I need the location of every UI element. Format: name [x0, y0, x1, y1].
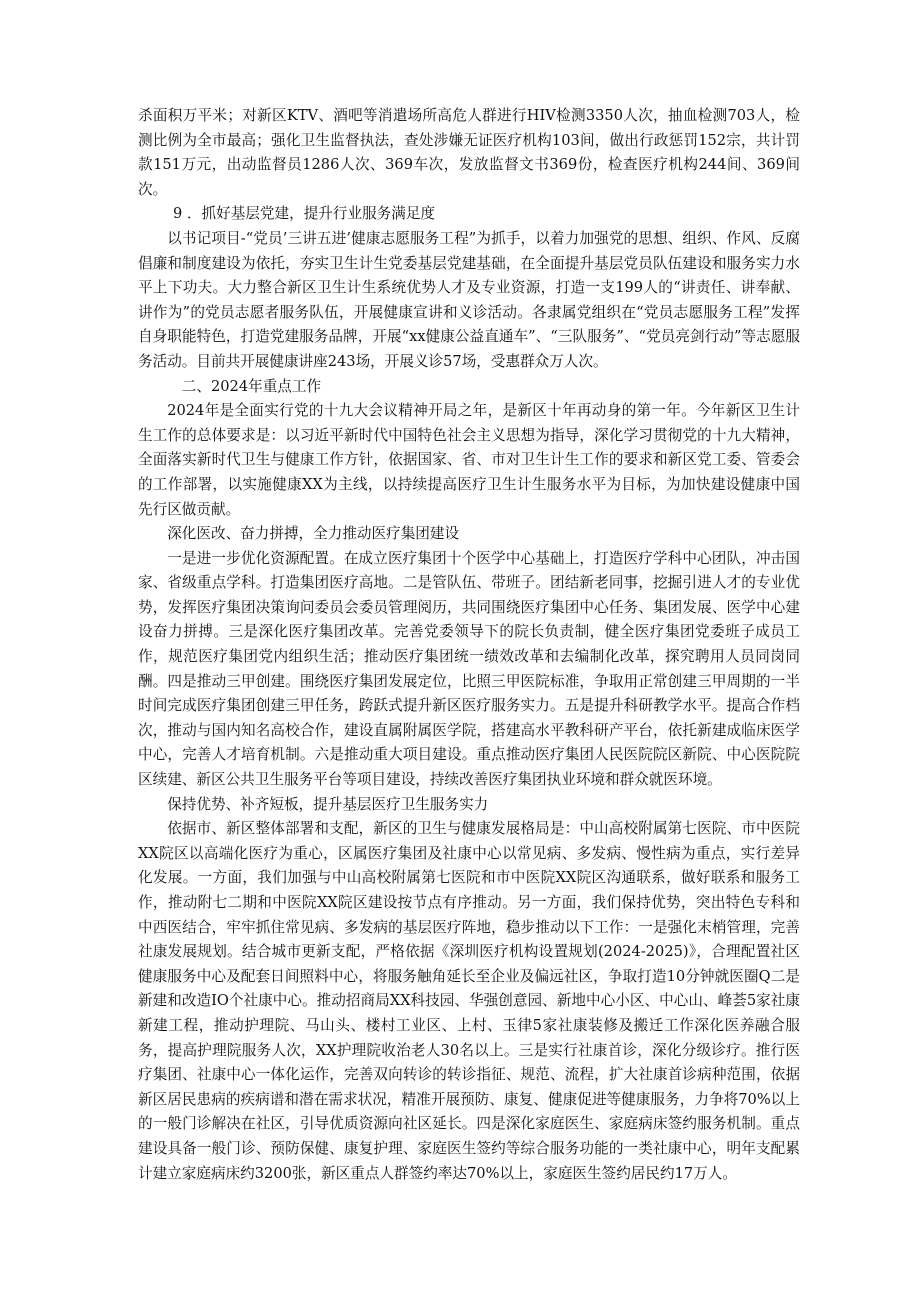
body-paragraph: 以书记项目-“党员’三讲五进’健康志愿服务工程”为抓手，以着力加强党的思想、组织、作风、反腐倡廉和制度建设为依托，夯实卫生计生党委基层党建基础，在全面提升基层党员队伍建设和服务实力水平上下功夫。大力整合新区卫生计生系统优势人才及专业资源，打造一支199人的“讲责任、讲奉献、讲作为”的党员志愿者服务队伍，开展健康宣讲和义诊活动。各隶属党组织在“党员志愿服务工程”发挥自身职能特色，打造党建服务品牌，开展“xx健康公益直通车”、“三队服务”、“党员亮剑行动”等志愿服务活动。目前共开展健康讲座243场，开展义诊57场，受惠群众万人次。 [138, 229, 800, 370]
document-page [138, 104, 800, 1186]
body-paragraph: 依据市、新区整体部署和支配，新区的卫生与健康发展格局是：中山高校附属第七医院、市中医院XX院区以高端化医疗为重心，区属医疗集团及社康中心以常见病、多发病、慢性病为重点，实行差异化发展。一方面，我们加强与中山高校附属第七医院和市中医院XX院区沟通联系，做好联系和服务工作，推动附七二期和中医院XX院区建设按节点有序推动。另一方面，我们保持优势，突出特色专科和中西医结合，牢牢抓住常见病、多发病的基层医疗阵地，稳步推动以下工作：一是强化末梢管理，完善社康发展规划。结合城市更新支配，严格依据《深圳医疗机构设置规划(2024-2025)》，合理配置社区健康服务中心及配套日间照料中心，将服务触角延长至企业及偏远社区，争取打造10分钟就医圈Q二是新建和改造IO个社康中心。推动招商局XX科技园、华强创意园、新地中心小区、中心山、峰荟5家社康新建工程，推动护理院、马山头、楼村工业区、上村、玉律5家社康装修及搬迁工作深化医养融合服务，提高护理院服务人次，XX护理院收治老人30名以上。三是实行社康首诊，深化分级诊疗。推行医疗集团、社康中心一体化运作，完善双向转诊的转诊指征、规范、流程，扩大社康首诊病种范围，依据新区居民患病的疾病谱和潜在需求状况，精准开展预防、康复、健康促进等健康服务，力争将70%以上的一般门诊解决在社区，引导优质资源向社区延长。四是深化家庭医生、家庭病床签约服务机制。重点建设具备一般门诊、预防保健、康复护理、家庭医生签约等综合服务功能的一类社康中心，明年支配累计建立家庭病床约3200张，新区重点人群签约率达70%以上，家庭医生签约居民约17万人。 [138, 820, 800, 1182]
subheading: 深化医改、奋力拼搏，全力推动医疗集团建设 [167, 525, 460, 543]
section-heading: 二、2024年重点工作 [181, 377, 322, 395]
body-paragraph: 一是进一步优化资源配置。在成立医疗集团十个医学中心基础上，打造医疗学科中心团队，冲击国家、省级重点学科。打造集团医疗高地。二是管队伍、带班子。团结新老同事，挖掘引进人才的专业优势，发挥医疗集团决策询问委员会委员管理阅历，共同围绕医疗集团中心任务、集团发展、医学中心建设奋力拼搏。三是深化医疗集团改革。完善党委领导下的院长负责制，健全医疗集团党委班子成员工作，规范医疗集团党内组织生活；推动医疗集团统一绩效改革和去编制化改革，探究聘用人员同岗同酬。四是推动三甲创建。围绕医疗集团发展定位，比照三甲医院标准，争取用正常创建三甲周期的一半时间完成医疗集团创建三甲任务，跨跃式提升新区医疗服务实力。五是提升科研教学水平。提高合作档次，推动与国内知名高校合作，建设直属附属医学院，搭建高水平教科研产平台，依托新建成临床医学中心，完善人才培育机制。六是推动重大项目建设。重点推动医疗集团人民医院院区新院、中心医院院区续建、新区公共卫生服务平台等项目建设，持续改善医疗集团执业环境和群众就医环境。 [138, 549, 800, 789]
item-heading: 9 ．抓好基层党建，提升行业服务满足度 [173, 205, 436, 223]
body-paragraph: 2024年是全面实行党的十九大会议精神开局之年，是新区十年再动身的第一年。今年新区卫生计生工作的总体要求是：以习近平新时代中国特色社会主义思想为指导，深化学习贯彻党的十九大精神，全面落实新时代卫生与健康工作方针，依据国家、省、市对卫生计生工作的要求和新区党工委、管委会的工作部署，以实施健康XX为主线，以持续提高医疗卫生计生服务水平为目标，为加快建设健康中国先行区做贡献。 [138, 402, 800, 518]
subheading: 保持优势、补齐短板，提升基层医疗卫生服务实力 [167, 795, 489, 813]
body-paragraph: 杀面积万平米；对新区KTV、酒吧等消遣场所高危人群进行HIV检测3350人次，抽血检测703人，检测比例为全市最高；强化卫生监督执法，查处涉嫌无证医疗机构103间，做出行政惩罚152宗，共计罚款151万元，出动监督员1286人次、369车次，发放监督文书369份，检查医疗机构244间、369间次。 [138, 107, 800, 198]
